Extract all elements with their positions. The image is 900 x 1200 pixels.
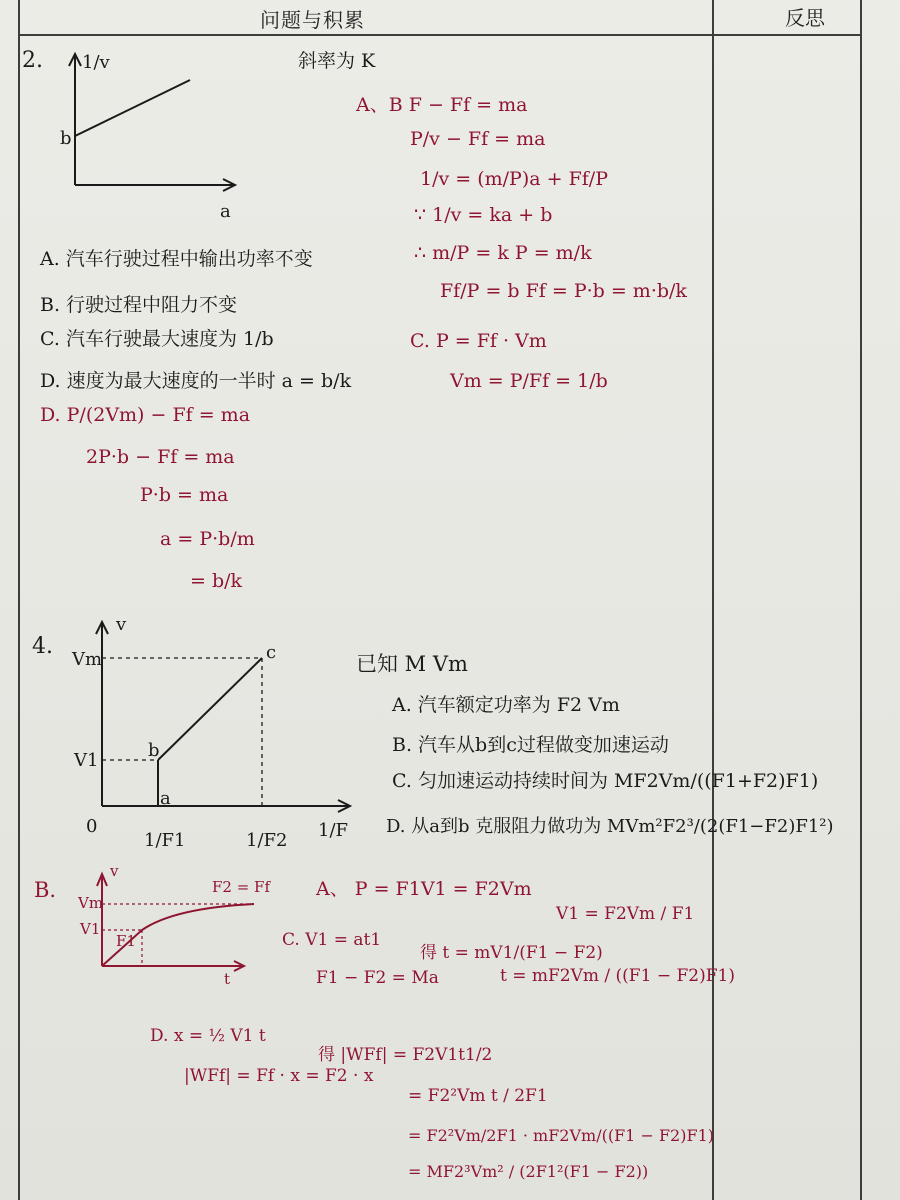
q2-option-a: A. 汽车行驶过程中输出功率不变 [40, 248, 313, 270]
solution-v1: V1 = F2Vm / F1 [556, 904, 695, 924]
q4-origin: 0 [86, 816, 98, 837]
solution-c-line-3: 得 t = mV1/(F1 − F2) [420, 943, 603, 963]
solution-d-line-2: |WFf| = Ff · x = F2 · x [184, 1066, 374, 1086]
q4-v1-tick: V1 [74, 750, 99, 771]
solution-c-line-4: t = mF2Vm / ((F1 − F2)F1) [500, 966, 735, 986]
q2-d-line-3: P·b = ma [140, 484, 229, 506]
q4-option-b: B. 汽车从b到c过程做变加速运动 [392, 734, 669, 756]
q4-option-d: D. 从a到b 克服阻力做功为 MVm²F2³/(2(F1−F2)F1²) [386, 816, 834, 837]
column-divider [712, 0, 714, 1200]
solution-d-line-6: = MF2³Vm² / (2F1²(F1 − F2)) [408, 1162, 649, 1181]
q2-graph [40, 42, 260, 222]
solution-graph [78, 862, 298, 988]
q4-x-tick-2: 1/F2 [246, 830, 288, 851]
q2-d-line-2: 2P·b − Ff = ma [86, 446, 235, 468]
q4-option-a: A. 汽车额定功率为 F2 Vm [392, 694, 620, 716]
q2-c-line-2: Vm = P/Ff = 1/b [450, 370, 608, 392]
q2-d-line-4: a = P·b/m [160, 528, 255, 550]
q2-ab-line-3: 1/v = (m/P)a + Ff/P [420, 168, 608, 190]
q4-point-c: c [266, 642, 277, 663]
solution-vm-tick: Vm [78, 894, 104, 912]
solution-v1-tick: V1 [80, 920, 101, 938]
q2-intercept-label: b [60, 128, 72, 149]
q2-ab-line-1: A、B F − Ff = ma [356, 94, 528, 116]
right-border [860, 0, 862, 1200]
q2-d-line-5: = b/k [190, 570, 243, 592]
table-header [20, 0, 862, 36]
solution-y-axis: v [110, 862, 119, 880]
q2-slope-note: 斜率为 K [298, 50, 376, 72]
q2-c-line-1: C. P = Ff · Vm [410, 330, 547, 352]
solution-d-line-3: 得 |WFf| = F2V1t1/2 [318, 1045, 493, 1065]
q2-ab-line-4: ∵ 1/v = ka + b [414, 204, 553, 226]
solution-x-axis: t [224, 970, 231, 988]
q4-vm-tick: Vm [72, 649, 103, 670]
q2-y-axis-label: 1/v [82, 52, 110, 73]
q2-x-axis-label: a [220, 201, 231, 222]
solution-d-line-1: D. x = ½ V1 t [150, 1026, 266, 1046]
q4-x-axis-label: 1/F [318, 820, 349, 841]
q4-number: 4. [32, 634, 53, 659]
q2-ab-line-2: P/v − Ff = ma [410, 128, 546, 150]
q2-d-line-1: D. P/(2Vm) − Ff = ma [40, 404, 251, 426]
solution-label: B. [34, 878, 57, 902]
header-title: 问题与积累 [260, 8, 365, 32]
header-reflection: 反思 [785, 6, 825, 30]
q4-graph [60, 610, 360, 870]
q4-y-axis-label: v [116, 614, 127, 635]
q2-ab-line-6: Ff/P = b Ff = P·b = m·b/k [440, 280, 687, 302]
q4-given: 已知 M Vm [356, 652, 468, 676]
q2-option-c: C. 汽车行驶最大速度为 1/b [40, 328, 274, 350]
solution-c-line-2: F1 − F2 = Ma [316, 968, 439, 988]
q4-point-a: a [160, 788, 171, 809]
q2-option-d: D. 速度为最大速度的一半时 a = b/k [40, 370, 352, 392]
solution-c-line-1: C. V1 = at1 [282, 930, 382, 950]
solution-f1-label: F1 [116, 932, 136, 950]
solution-d-line-5: = F2²Vm/2F1 · mF2Vm/((F1 − F2)F1) [408, 1126, 714, 1145]
q4-option-c: C. 匀加速运动持续时间为 MF2Vm/((F1+F2)F1) [392, 770, 819, 792]
q2-ab-line-5: ∴ m/P = k P = m/k [414, 242, 592, 264]
q4-point-b: b [148, 740, 160, 761]
left-border [18, 0, 20, 1200]
solution-d-line-4: = F2²Vm t / 2F1 [408, 1086, 548, 1106]
solution-a: A、 P = F1V1 = F2Vm [316, 878, 532, 900]
q4-x-tick-1: 1/F1 [144, 830, 186, 851]
q2-number: 2. [22, 48, 43, 73]
solution-f2-label: F2 = Ff [212, 878, 271, 896]
q2-option-b: B. 行驶过程中阻力不变 [40, 294, 238, 316]
